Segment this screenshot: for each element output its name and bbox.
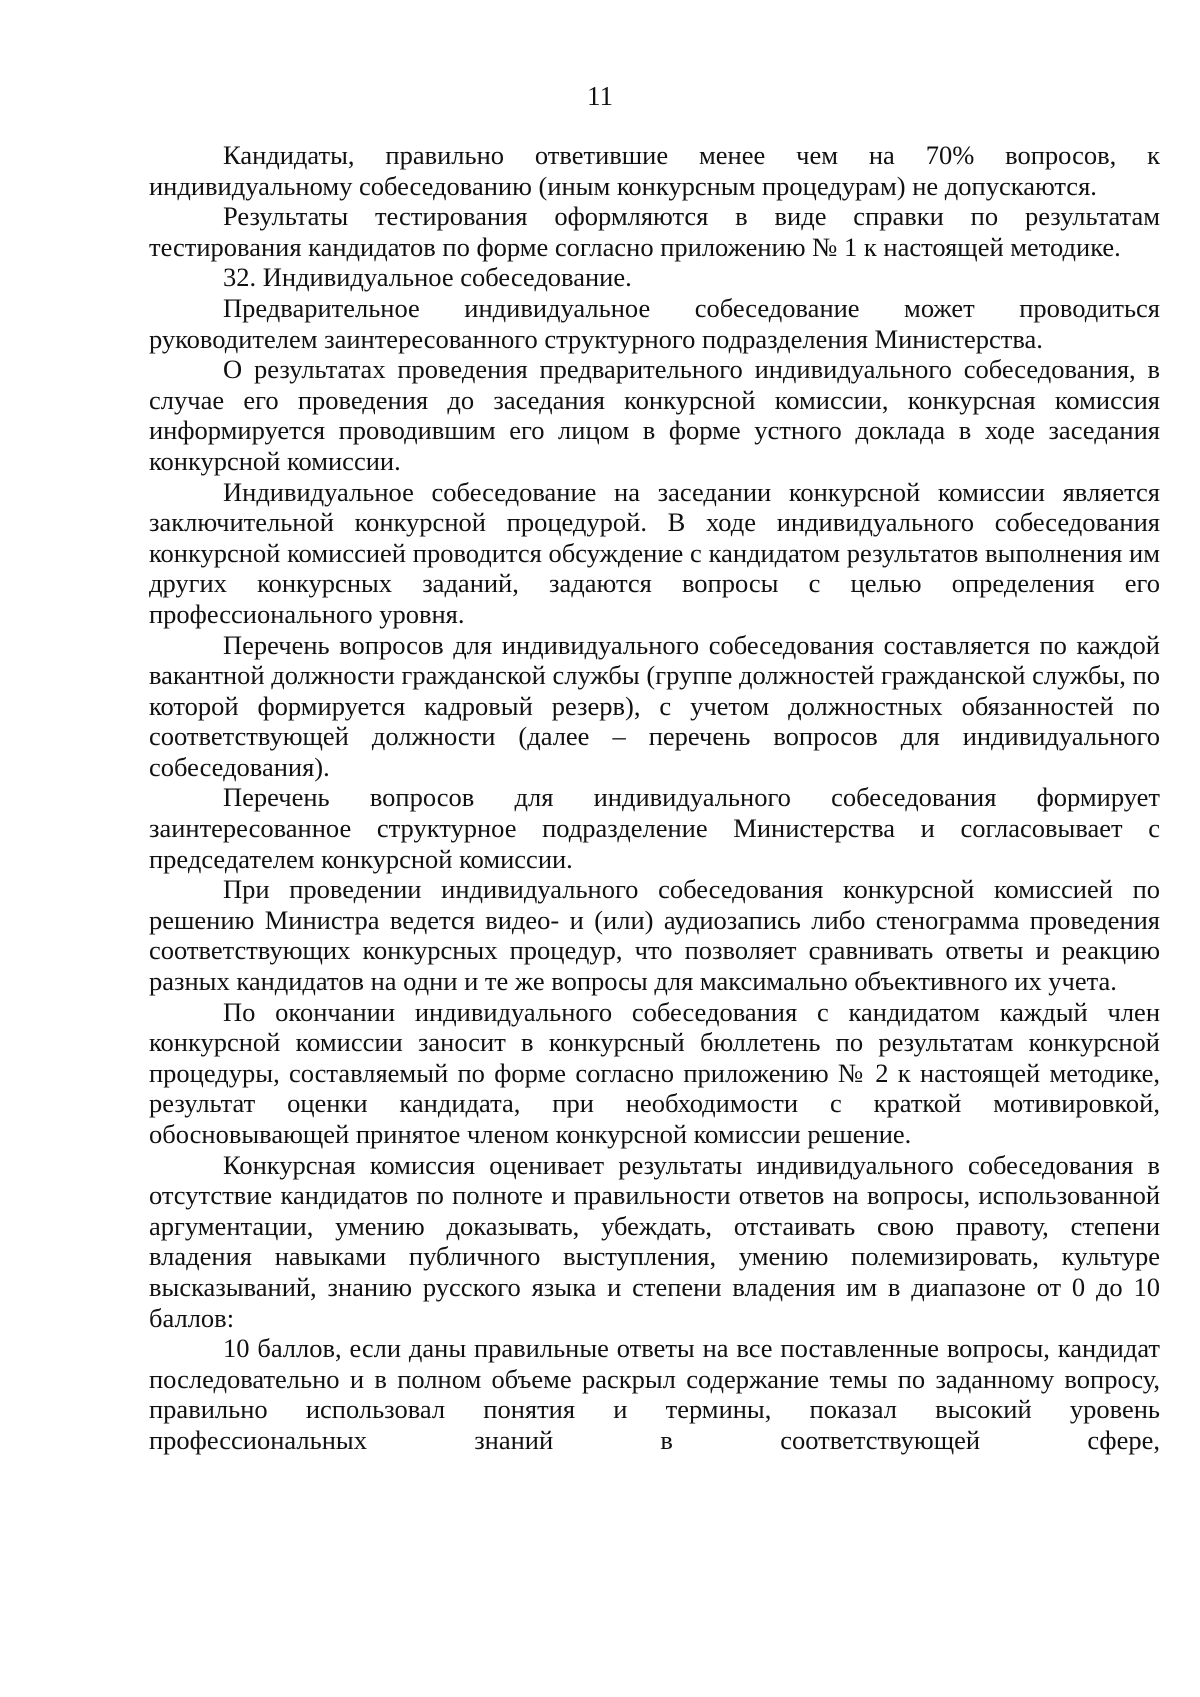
section-heading-individual-interview: 32. Индивидуальное собеседование. [223,262,632,293]
paragraph-ten-points: 10 баллов, если даны правильные ответы на все поставленные вопросы, кандидат последовательно и в полном объеме раскрыл содержание темы по заданному вопросу, правильно использовал понятия и термины, показал высокий уровень профессиональных знаний в соответствующей сфере, [149,1333,1160,1455]
paragraph-preliminary-interview: Предварительное индивидуальное собеседование может проводиться руководителем заинтересованного структурного подразделения Министерства. [149,292,1160,354]
paragraph-testing-results: Результаты тестирования оформляются в виде справки по результатам тестирования кандидатов по форме согласно приложению № 1 к настоящей методике. [149,201,1160,262]
paragraph-question-list: Перечень вопросов для индивидуального собеседования составляется по каждой вакантной должности гражданской службы (группе должностей гражданской службы, по которой формируется кадровый резерв), с учетом должностных обязанностей по соответствующей должности (далее – перечень вопросов для индивидуального собеседования). [149,629,1160,782]
document-body [149,140,1160,1456]
paragraph-question-list-approval: Перечень вопросов для индивидуального собеседования формирует заинтересованное структурное подразделение Министерства и согласовывает с председателем конкурсной комиссии. [149,782,1160,874]
paragraph-recording: При проведении индивидуального собеседования конкурсной комиссией по решению Министра ведется видео- и (или) аудиозапись либо стенограмма проведения соответствующих конкурсных процедур, что позволяет сравнивать ответы и реакцию разных кандидатов на одни и те же вопросы для максимально объективного их учета. [149,874,1160,997]
paragraph-preliminary-results: О результатах проведения предварительного индивидуального собеседования, в случае его проведения до заседания конкурсной комиссии, конкурсная комиссия информируется проводившим его лицом в форме устного доклада в ходе заседания конкурсной комиссии. [149,354,1160,476]
paragraph-evaluation-criteria: Конкурсная комиссия оценивает результаты индивидуального собеседования в отсутствие кандидатов по полноте и правильности ответов на вопросы, использованной аргументации, умению доказывать, убеждать, отстаивать свою правоту, степени владения навыками публичного выступления, умению полемизировать, культуре высказываний, знанию русского языка и степени владения им в диапазоне от 0 до 10 баллов: [149,1149,1160,1333]
paragraph-admission-threshold: Кандидаты, правильно ответившие менее чем на 70% вопросов, к индивидуальному собеседованию (иным конкурсным процедурам) не допускаются. [149,140,1160,201]
page-number: 11 [587,81,613,111]
paragraph-interview-final-procedure: Индивидуальное собеседование на заседании конкурсной комиссии является заключительной конкурсной процедурой. В ходе индивидуального собеседования конкурсной комиссией проводится обсуждение с кандидатом результатов выполнения им других конкурсных заданий, задаются вопросы с целью определения его профессионального уровня. [149,476,1160,629]
paragraph-ballot: По окончании индивидуального собеседования с кандидатом каждый член конкурсной комиссии заносит в конкурсный бюллетень по результатам конкурсной процедуры, составляемый по форме согласно приложению № 2 к настоящей методике, результат оценки кандидата, при необходимости с краткой мотивировкой, обосновывающей принятое членом конкурсной комиссии решение. [149,996,1160,1149]
